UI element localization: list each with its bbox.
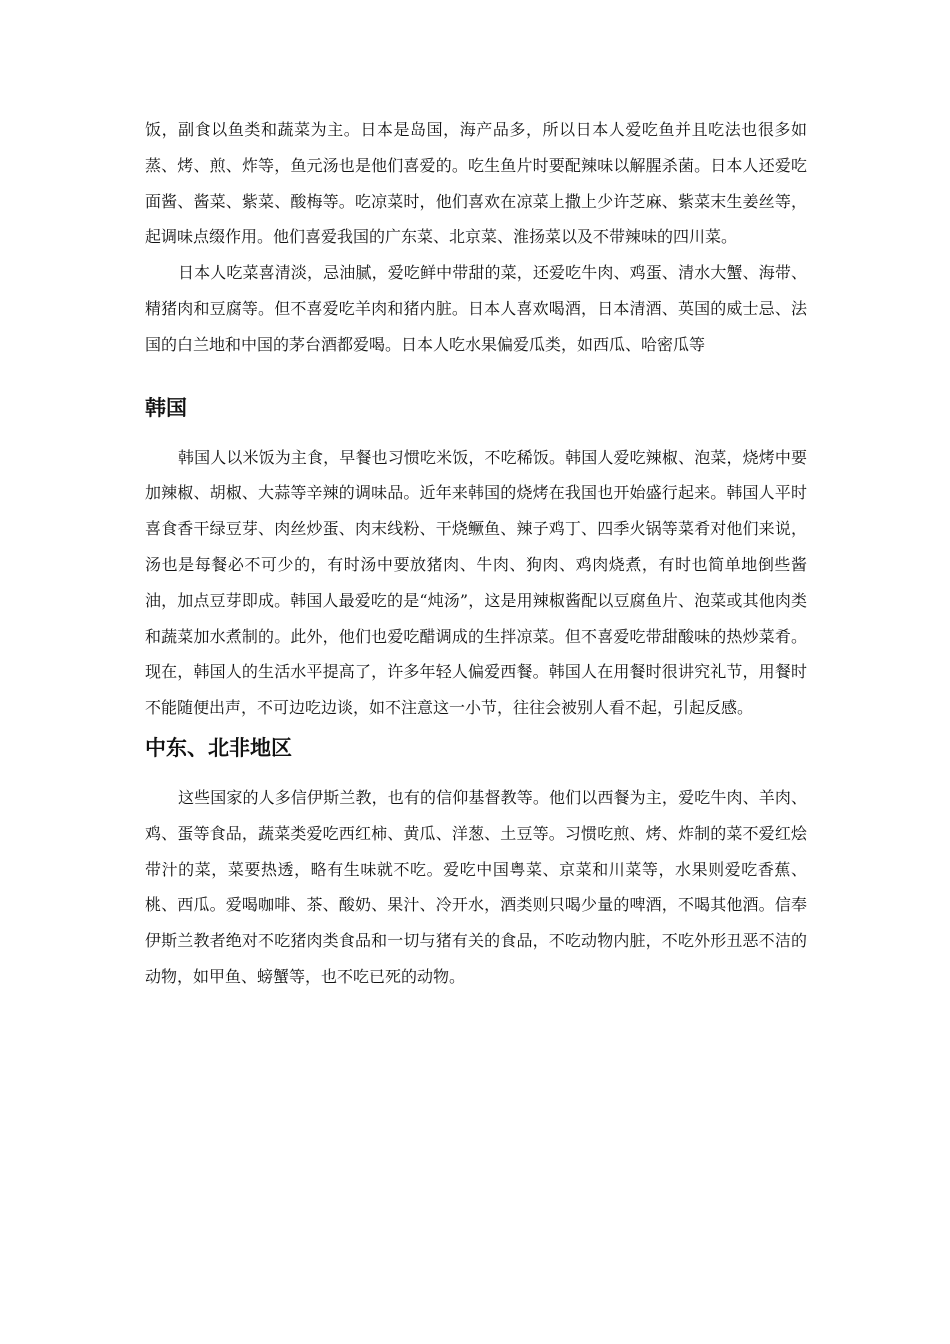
document-page bbox=[145, 112, 807, 995]
korea-paragraph: 韩国人以米饭为主食，早餐也习惯吃米饭，不吃稀饭。韩国人爱吃辣椒、泡菜，烧烤中要加辣椒、胡椒、大蒜等辛辣的调味品。近年来韩国的烧烤在我国也开始盛行起来。韩国人平时喜食香干绿豆芽、肉丝炒蛋、肉末线粉、干烧鳜鱼、辣子鸡丁、四季火锅等菜肴对他们来说，汤也是每餐必不可少的，有时汤中要放猪肉、牛肉、狗肉、鸡肉烧煮，有时也简单地倒些酱油，加点豆芽即成。韩国人最爱吃的是“炖汤”，这是用辣椒酱配以豆腐鱼片、泡菜或其他肉类和蔬菜加水煮制的。此外，他们也爱吃醋调成的生拌凉菜。但不喜爱吃带甜酸味的热炒菜肴。现在，韩国人的生活水平提高了，许多年轻人偏爱西餐。韩国人在用餐时很讲究礼节，用餐时不能随便出声，不可边吃边谈，如不注意这一小节，往往会被别人看不起，引起反感。 bbox=[145, 447, 807, 718]
korea-heading: 韩国 bbox=[145, 395, 187, 420]
mideast-heading: 中东、北非地区 bbox=[145, 735, 292, 760]
japan-paragraph-2: 日本人吃菜喜清淡，忌油腻，爱吃鲜中带甜的菜，还爱吃牛肉、鸡蛋、清水大蟹、海带、精猪肉和豆腐等。但不喜爱吃羊肉和猪内脏。日本人喜欢喝酒，日本清酒、英国的威士忌、法国的白兰地和中国的茅台酒都爱喝。日本人吃水果偏爱瓜类，如西瓜、哈密瓜等 bbox=[145, 263, 807, 354]
japan-paragraph-1: 饭，副食以鱼类和蔬菜为主。日本是岛国，海产品多，所以日本人爱吃鱼并且吃法也很多如蒸、烤、煎、炸等，鱼元汤也是他们喜爱的。吃生鱼片时要配辣味以解腥杀菌。日本人还爱吃面酱、酱菜、紫菜、酸梅等。吃凉菜时，他们喜欢在凉菜上撒上少许芝麻、紫菜末生姜丝等，起调味点缀作用。他们喜爱我国的广东菜、北京菜、淮扬菜以及不带辣味的四川菜。 bbox=[145, 120, 807, 247]
mideast-paragraph: 这些国家的人多信伊斯兰教，也有的信仰基督教等。他们以西餐为主，爱吃牛肉、羊肉、鸡、蛋等食品，蔬菜类爱吃西红柿、黄瓜、洋葱、土豆等。习惯吃煎、烤、炸制的菜不爱红烩带汁的菜，菜要热透，略有生味就不吃。爱吃中国粤菜、京菜和川菜等，水果则爱吃香蕉、桃、西瓜。爱喝咖啡、茶、酸奶、果汁、冷开水，酒类则只喝少量的啤酒，不喝其他酒。信奉伊斯兰教者绝对不吃猪肉类食品和一切与猪有关的食品，不吃动物内脏，不吃外形丑恶不洁的动物，如甲鱼、螃蟹等，也不吃已死的动物。 bbox=[145, 787, 807, 986]
